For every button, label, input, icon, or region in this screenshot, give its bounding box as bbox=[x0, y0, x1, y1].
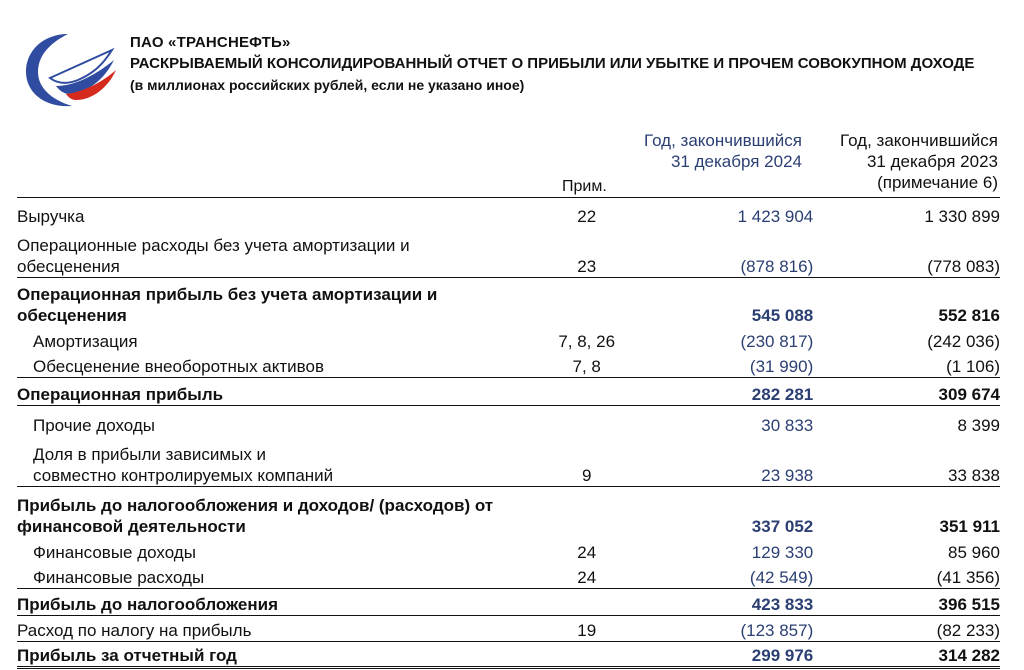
report-title: РАСКРЫВАЕМЫЙ КОНСОЛИДИРОВАННЫЙ ОТЧЕТ О ПРИБЫЛИ ИЛИ УБЫТКЕ И ПРОЧЕМ СОВОКУПНОМ ДОХОДЕ bbox=[130, 55, 975, 72]
table-row: Амортизация 7, 8, 26 (230 817) (242 036) bbox=[33, 332, 1000, 351]
table-row: Обесценение внеоборотных активов 7, 8 (31 990) (1 106) bbox=[33, 356, 1000, 376]
units-note: (в миллионах российских рублей, если не указано иное) bbox=[130, 77, 525, 93]
report-header bbox=[130, 33, 974, 95]
column-header-note: Прим. bbox=[562, 178, 607, 195]
table-row: Операционная прибыль 282 281 309 674 bbox=[17, 377, 1000, 405]
income-statement-table bbox=[17, 201, 1000, 669]
table-row: Операционные расходы без учета амортизации и обесценения 23 (878 816) (778 083) bbox=[17, 235, 1000, 276]
table-row: Прибыль до налогообложения 423 833 396 515 bbox=[17, 588, 1000, 615]
table-row: Финансовые расходы 24 (42 549) (41 356) bbox=[33, 567, 1000, 587]
transneft-logo bbox=[22, 30, 118, 112]
table-row: Прибыль за отчетный год 299 976 314 282 bbox=[17, 641, 1000, 667]
table-row: Финансовые доходы 24 129 330 85 960 bbox=[33, 543, 1000, 562]
table-row: Выручка 22 1 423 904 1 330 899 bbox=[17, 207, 1000, 226]
column-header-2024: Год, закончившийся 31 декабря 2024 bbox=[644, 131, 802, 171]
company-name: ПАО «ТРАНСНЕФТЬ» bbox=[130, 34, 291, 51]
table-row: Прибыль до налогообложения и доходов/ (расходов) от финансовой деятельности 337 052 351 911 bbox=[17, 486, 1000, 537]
table-row: Расход по налогу на прибыль 19 (123 857) (82 233) bbox=[17, 615, 1000, 641]
table-row: Доля в прибыли зависимых и совместно контролируемых компаний 9 23 938 33 838 bbox=[33, 444, 1000, 485]
table-row: Прочие доходы 30 833 8 399 bbox=[17, 405, 1000, 436]
header-rule bbox=[17, 197, 1000, 198]
table-row: Операционная прибыль без учета амортизации и обесценения 545 088 552 816 bbox=[17, 277, 1000, 326]
column-header-2023: Год, закончившийся 31 декабря 2023 (примечание 6) bbox=[840, 131, 998, 192]
